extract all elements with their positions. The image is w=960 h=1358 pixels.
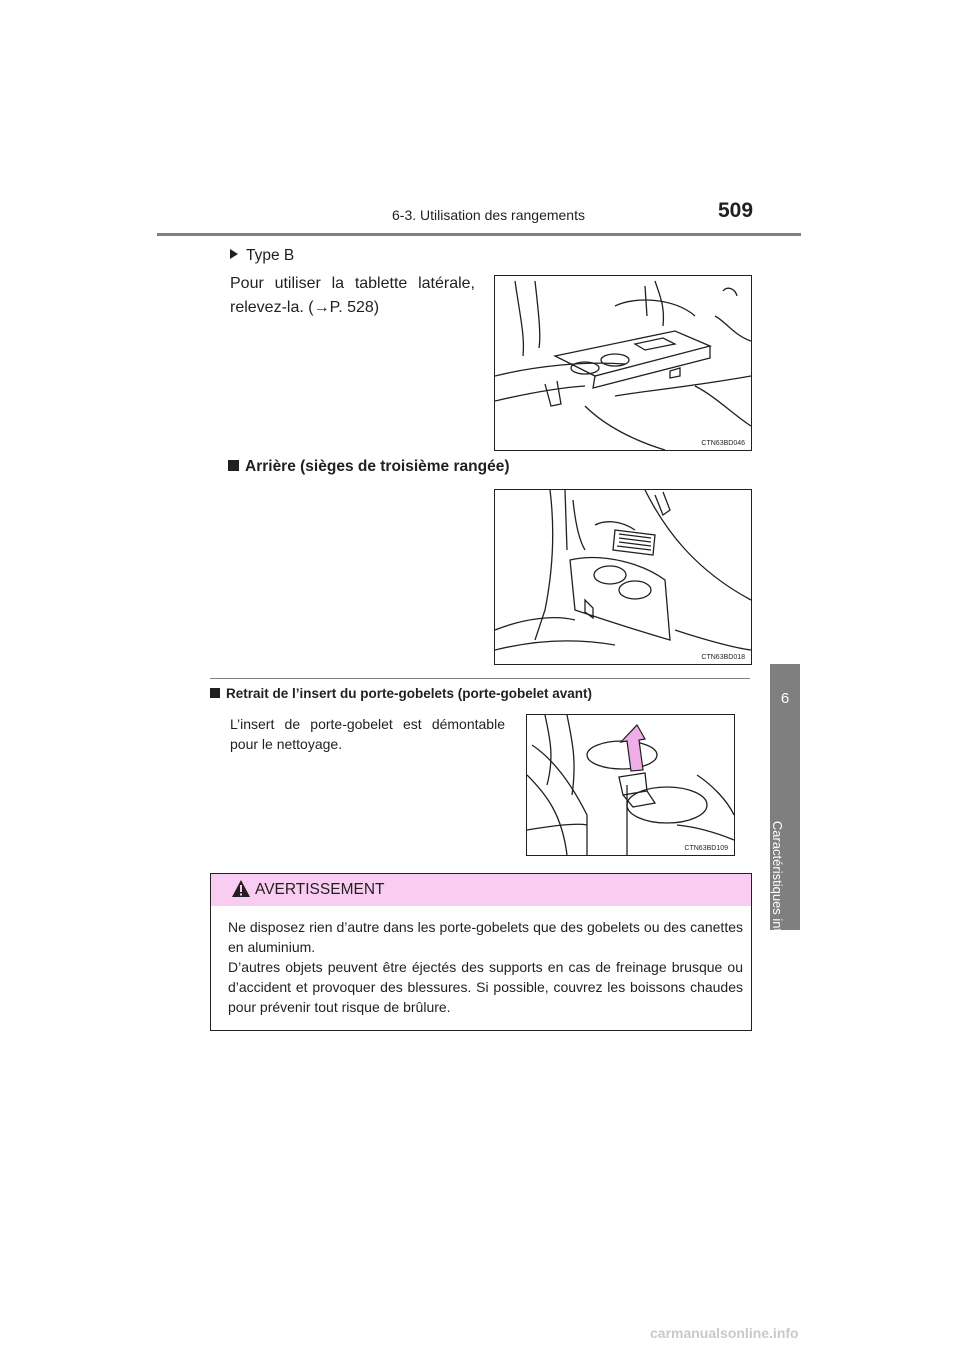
- warning-title: AVERTISSEMENT: [255, 881, 385, 898]
- arrow-up-icon: [621, 725, 645, 771]
- rear-heading: [228, 458, 509, 476]
- side-table-illustration: [495, 276, 751, 450]
- figure-code: CTN63BD046: [701, 440, 745, 447]
- type-b-text: Pour utiliser la tablette latérale, relevez-la. (→P. 528): [230, 275, 475, 316]
- type-b-label: Type B: [246, 247, 295, 264]
- retrait-heading: [210, 686, 592, 701]
- rear-heading-text: Arrière (sièges de troisième rangée): [245, 458, 510, 475]
- retrait-text: L’insert de porte-gobelet est démontable pour le nettoyage.: [230, 716, 505, 752]
- figure-front-cup-holder: [526, 714, 735, 856]
- figure-rear-cup-holder: [494, 489, 752, 665]
- header-rule: [157, 233, 801, 236]
- section-title: 6-3. Utilisation des rangements: [392, 207, 585, 223]
- warning-box: [210, 873, 752, 1031]
- chapter-number: 6: [780, 690, 790, 707]
- chapter-label: Caractéristiques intérieures: [770, 820, 785, 980]
- warning-text: [228, 917, 743, 1017]
- figure-side-table: [494, 275, 752, 451]
- square-bullet-icon: [210, 688, 220, 698]
- square-bullet-icon: [228, 460, 239, 471]
- type-b-item: [230, 244, 294, 267]
- page-number: 509: [718, 199, 754, 222]
- rear-cup-holder-illustration: [495, 490, 751, 664]
- warning-header: [211, 874, 751, 906]
- section-rule: [210, 678, 750, 679]
- warning-triangle-icon: [231, 879, 251, 898]
- warning-paragraph-1: Ne disposez rien d’autre dans les porte-gobelets que des gobelets ou des canettes en aluminium.: [228, 919, 743, 955]
- front-cup-holder-illustration: [527, 715, 734, 855]
- warning-paragraph-2: D’autres objets peuvent être éjectés des supports en cas de freinage brusque ou d’accident et provoquer des blessures. Si possible, couvrez les boissons chaudes pour prévenir tout risque de brûlure.: [228, 959, 743, 1015]
- figure-code: CTN63BD018: [701, 654, 745, 661]
- watermark: carmanualsonline.info: [650, 1325, 799, 1341]
- figure-code: CTN63BD109: [684, 845, 728, 852]
- retrait-heading-text: Retrait de l’insert du porte-gobelets (porte-gobelet avant): [226, 686, 593, 701]
- triangle-bullet-icon: [230, 249, 238, 259]
